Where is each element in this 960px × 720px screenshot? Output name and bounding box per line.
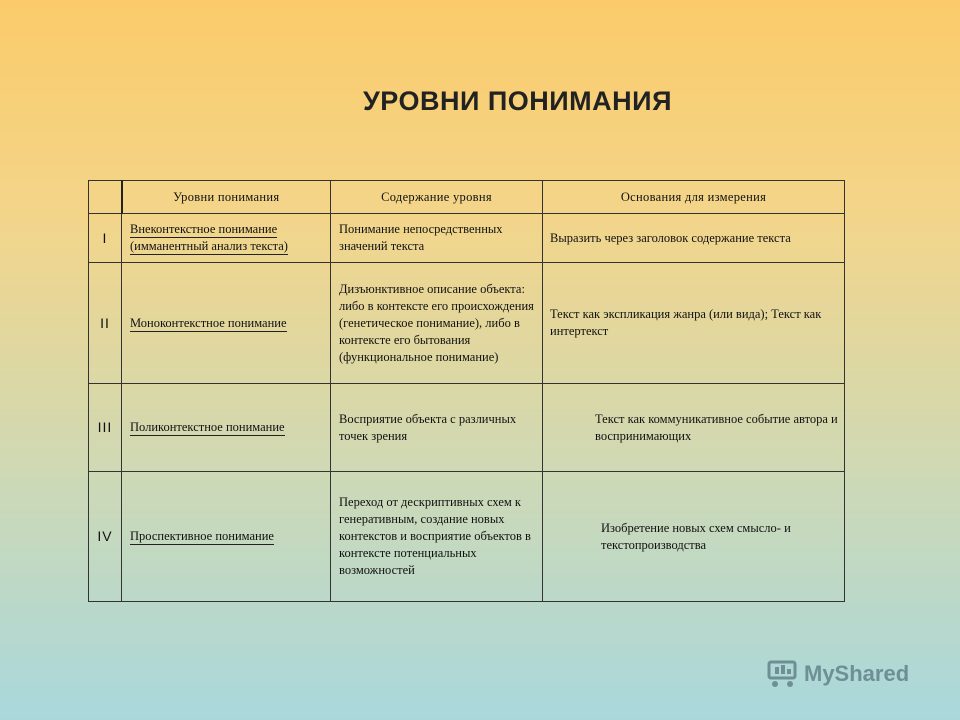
content-cell: Переход от дескриптивных схем к генеративным, создание новых контекстов и восприятие объектов в контексте потенциальных возможностей bbox=[331, 472, 543, 602]
header-basis: Основания для измерения bbox=[543, 181, 845, 214]
table-row bbox=[89, 214, 845, 263]
content-cell: Понимание непосредственных значений текста bbox=[331, 214, 543, 263]
logo-text: MyShared bbox=[804, 661, 910, 686]
row-number: IV bbox=[89, 472, 122, 602]
basis-cell: Текст как коммуникативное событие автора и воспринимающих bbox=[543, 384, 845, 472]
header-number bbox=[89, 181, 122, 214]
table-row bbox=[89, 472, 845, 602]
level-name: Проспективное понимание bbox=[130, 529, 274, 543]
content-cell: Восприятие объекта с различных точек зрения bbox=[331, 384, 543, 472]
table-header-row bbox=[89, 181, 845, 214]
level-cell bbox=[122, 214, 331, 263]
basis-cell: Выразить через заголовок содержание текста bbox=[543, 214, 845, 263]
basis-cell: Текст как экспликация жанра (или вида); Текст как интертекст bbox=[543, 263, 845, 384]
levels-table bbox=[88, 180, 845, 602]
content-cell: Дизъюнктивное описание объекта: либо в контексте его происхождения (генетическое понимание), либо в контексте его бытования (функциональное понимание) bbox=[331, 263, 543, 384]
header-content: Содержание уровня bbox=[331, 181, 543, 214]
level-cell bbox=[122, 472, 331, 602]
basis-cell: Изобретение новых схем смысло- и текстопроизводства bbox=[543, 472, 845, 602]
level-name: Моноконтекстное понимание bbox=[130, 315, 287, 330]
row-number: III bbox=[89, 384, 122, 472]
level-name: Поликонтекстное понимание bbox=[130, 420, 285, 434]
level-name: Внеконтекстное понимание (имманентный анализ текста) bbox=[130, 222, 288, 253]
level-cell bbox=[122, 263, 331, 384]
presentation-cart-icon bbox=[766, 659, 800, 689]
header-levels: Уровни понимания bbox=[122, 181, 331, 214]
table-row bbox=[89, 384, 845, 472]
level-cell bbox=[122, 384, 331, 472]
row-number: I bbox=[89, 214, 122, 263]
table-row bbox=[89, 263, 845, 384]
myshared-logo bbox=[766, 656, 909, 692]
page-title: УРОВНИ ПОНИМАНИЯ bbox=[363, 86, 672, 116]
row-number: II bbox=[89, 263, 122, 384]
